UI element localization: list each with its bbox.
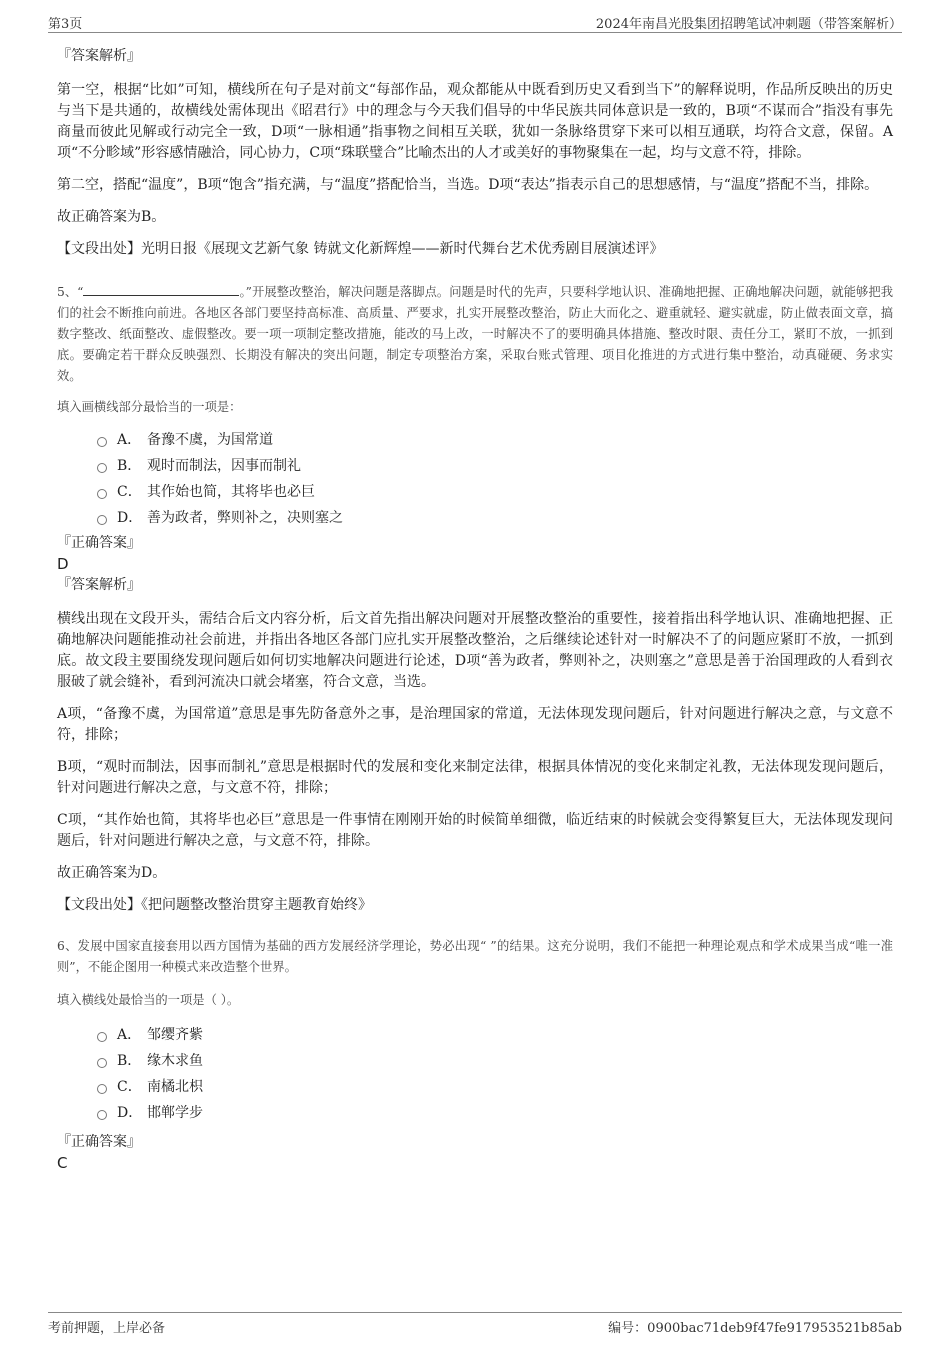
correct-answer-label: 『正确答案』 [57,1134,141,1150]
analysis-paragraph: 故正确答案为B。 [57,209,166,225]
radio-icon[interactable] [97,515,107,525]
question-5-options [57,427,893,531]
analysis-label: 『答案解析』 [57,48,141,64]
page-footer [48,1312,902,1335]
source-citation: 【文段出处】光明日报《展现文艺新气象 铸就文化新辉煌——新时代舞台艺术优秀剧目展演述评》 [57,241,664,257]
analysis-paragraph: 故正确答案为D。 [57,865,167,881]
radio-icon[interactable] [97,1058,107,1068]
document-title: 2024年南昌光股集团招聘笔试冲刺题（带答案解析） [595,17,902,32]
question-6-prompt: 填入横线处最恰当的一项是（ ）。 [57,993,240,1007]
radio-icon[interactable] [97,437,107,447]
footer-slogan: 考前押题，上岸必备 [48,1321,166,1336]
question-6-options [57,1022,893,1126]
analysis-paragraph: 第二空，搭配“温度”，B项“饱含”指充满，与“温度”搭配恰当，当选。D项“表达”指表示自己的思想感情，与“温度”搭配不当，排除。 [57,177,879,193]
source-citation: 【文段出处】《把问题整改整治贯穿主题教育始终》 [57,897,372,913]
analysis-label: 『答案解析』 [57,577,141,593]
document-code: 编号：0900bac71deb9f47fe917953521b85ab [608,1321,902,1336]
option-b[interactable]: B． 观时而制法，因事而制礼 [97,453,893,479]
option-b[interactable]: B． 缘木求鱼 [97,1048,893,1074]
radio-icon[interactable] [97,1110,107,1120]
radio-icon[interactable] [97,489,107,499]
option-a[interactable]: A． 备豫不虞，为国常道 [97,427,893,453]
option-c[interactable]: C． 南橘北枳 [97,1074,893,1100]
correct-answer: C [57,1154,68,1172]
radio-icon[interactable] [97,1084,107,1094]
correct-answer: D [57,555,69,573]
fill-blank [83,283,239,296]
analysis-paragraph: 横线出现在文段开头，需结合后文内容分析，后文首先指出解决问题对开展整改整治的重要性，接着指出科学地认识、准确地把握、正确地解决问题能推动社会前进，并指出各地区各部门应扎实开展整改整治，之后继续论述针对一时解决不了的问题应紧盯不放，一抓到底。故文段主要围绕发现问题后如何切实地解决问题进行论述，D项“善为政者，弊则补之，决则塞之”意思是善于治国理政的人看到衣服破了就会缝补，看到河流决口就会堵塞，符合文意，当选。 [57,611,893,690]
document-body [57,46,893,1173]
page-header [48,10,902,33]
radio-icon[interactable] [97,1032,107,1042]
analysis-paragraph: B项，“观时而制法，因事而制礼”意思是根据时代的发展和变化来制定法律，根据具体情况的变化来制定礼教，无法体现发现问题后，针对问题进行解决之意，与文意不符，排除； [57,759,893,796]
question-6-text: 6、发展中国家直接套用以西方国情为基础的西方发展经济学理论，势必出现“ ”的结果。这充分说明，我们不能把一种理论观点和学术成果当成“唯一准则”，不能企图用一种模式来改造整个世界。 [57,939,893,974]
analysis-paragraph: C项，“其作始也简，其将毕也必巨”意思是一件事情在刚刚开始的时候简单细微，临近结束的时候就会变得繁复巨大，无法体现发现问题后，针对问题进行解决之意，与文意不符，排除。 [57,812,893,849]
option-a[interactable]: A． 邹缨齐紫 [97,1022,893,1048]
option-d[interactable]: D． 善为政者，弊则补之，决则塞之 [97,505,893,531]
option-c[interactable]: C． 其作始也简，其将毕也必巨 [97,479,893,505]
question-5-prompt: 填入画横线部分最恰当的一项是： [57,400,242,414]
option-d[interactable]: D． 邯郸学步 [97,1100,893,1126]
page-number: 第3页 [48,17,83,32]
analysis-paragraph: A项，“备豫不虞，为国常道”意思是事先防备意外之事，是治理国家的常道，无法体现发现问题后，针对问题进行解决之意，与文意不符，排除； [57,706,893,743]
analysis-paragraph: 第一空，根据“比如”可知，横线所在句子是对前文“每部作品，观众都能从中既看到历史又看到当下”的解释说明，作品所反映出的历史与当下是共通的，故横线处需体现出《昭君行》中的理念与今天我们倡导的中华民族共同体意识是一致的，B项“不谋而合”指没有事先商量而彼此见解或行动完全一致，D项“一脉相通”指事物之间相互关联，犹如一条脉络贯穿下来可以相互通联，均符合文意，保留。A项“不分畛域”形容感情融洽，同心协力，C项“珠联璧合”比喻杰出的人才或美好的事物聚集在一起，均与文意不符，排除。 [57,82,893,161]
correct-answer-label: 『正确答案』 [57,535,141,551]
radio-icon[interactable] [97,463,107,473]
question-5-text: 5、“ 。”开展整改整治，解决问题是落脚点。问题是时代的先声，只要科学地认识、准确地把握、正确地解决问题，就能够把我们的社会不断推向前进。各地区各部门要坚持高标准、高质量、严要求，扎实开展整改整治，防止大而化之、避重就轻、避实就虚，防止做表面文章，搞数字整改、纸面整改、虚假整改。要一项一项制定整改措施，能改的马上改，一时解决不了的要明确具体措施、整改时限、责任分工，紧盯不放，一抓到底。要确定若干群众反映强烈、长期没有解决的突出问题，制定专项整治方案，采取台账式管理、项目化推进的方式进行集中整治，动真碰硬、务求实效。 [57,285,893,383]
